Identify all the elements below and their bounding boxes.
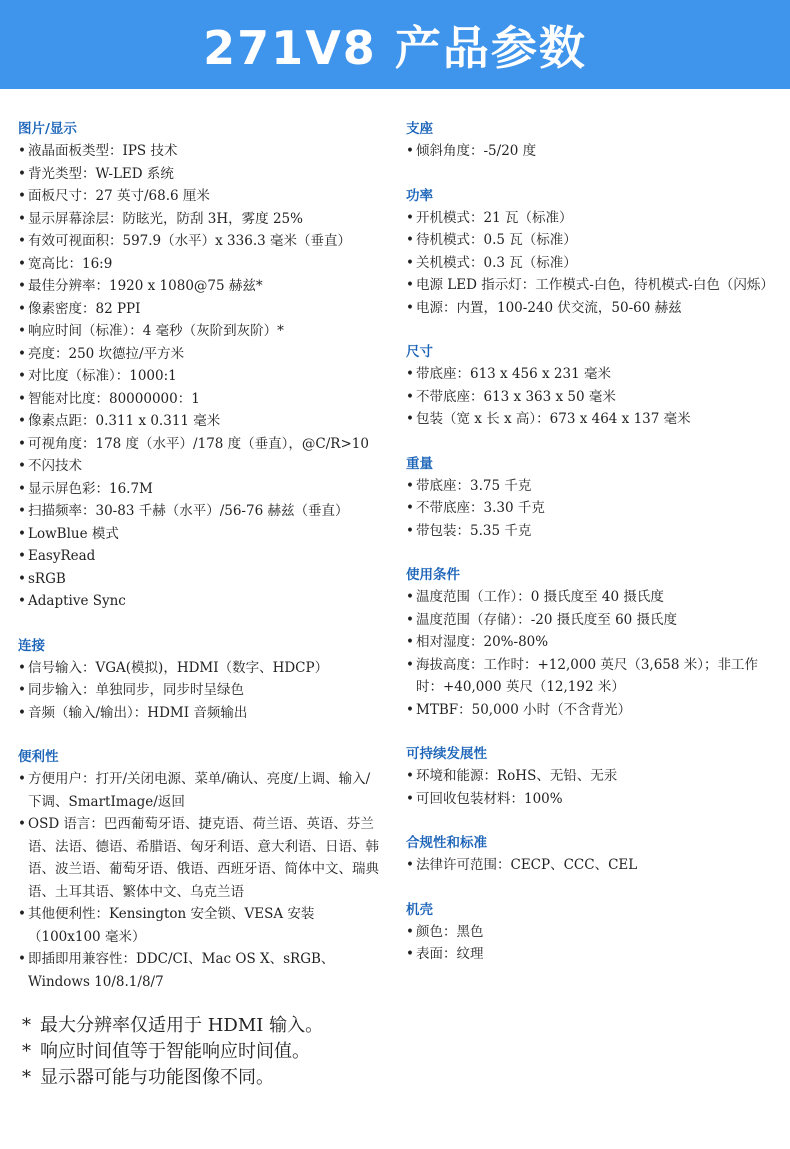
- spec-item: • 智能对比度：80000000：1: [18, 388, 380, 411]
- spec-item: • 有效可视面积：597.9（水平）x 336.3 毫米（垂直）: [18, 230, 380, 253]
- spec-item: • 信号输入：VGA(模拟)，HDMI（数字、HDCP）: [18, 657, 380, 680]
- spec-item: • 扫描频率：30-83 千赫（水平）/56-76 赫兹（垂直）: [18, 500, 380, 523]
- spec-item: • 像素密度：82 PPI: [18, 298, 380, 321]
- spec-item: • 带底座：3.75 千克: [406, 475, 772, 498]
- spec-list: [406, 765, 772, 810]
- spec-item: • 待机模式：0.5 瓦（标准）: [406, 229, 772, 252]
- spec-item: • 背光类型：W-LED 系统: [18, 163, 380, 186]
- spec-item: • 不闪技术: [18, 455, 380, 478]
- footnote: [22, 1039, 622, 1065]
- spec-item: • EasyRead: [18, 545, 380, 568]
- section-title: 机壳: [406, 901, 433, 918]
- spec-item: • 音频（输入/输出）：HDMI 音频输出: [18, 702, 380, 725]
- section-title: 便利性: [18, 749, 59, 765]
- page-title: 271V8 产品参数: [203, 20, 587, 75]
- spec-list: [18, 657, 380, 725]
- spec-item: • 其他便利性：Kensington 安全锁、VESA 安装（100x100 毫米）: [18, 903, 380, 948]
- spec-item: • 显示屏幕涂层：防眩光，防刮 3H，雾度 25%: [18, 208, 380, 231]
- spec-item: • 带包装：5.35 千克: [406, 520, 772, 543]
- spec-item: • LowBlue 模式: [18, 523, 380, 546]
- spec-section: [406, 453, 772, 543]
- spec-item: • sRGB: [18, 568, 380, 591]
- spec-item: • 表面：纹理: [406, 943, 772, 966]
- spec-section: [18, 635, 380, 725]
- spec-item: • 不带底座：3.30 千克: [406, 497, 772, 520]
- spec-item: • 液晶面板类型：IPS 技术: [18, 140, 380, 163]
- footnote-text: 最大分辨率仅适用于 HDMI 输入。: [40, 1015, 324, 1036]
- spec-item: • Adaptive Sync: [18, 590, 380, 613]
- spec-item: • 亮度：250 坎德拉/平方米: [18, 343, 380, 366]
- section-title: 可持续发展性: [406, 746, 487, 762]
- spec-list: [406, 854, 772, 877]
- spec-item: • 环境和能源：RoHS、无铅、无汞: [406, 765, 772, 788]
- footnote-text: 响应时间值等于智能响应时间值。: [40, 1041, 310, 1062]
- spec-item: • 宽高比：16:9: [18, 253, 380, 276]
- spec-list: [406, 140, 772, 163]
- spec-section: [406, 564, 772, 721]
- spec-list: [18, 768, 380, 993]
- spec-list: [18, 140, 380, 613]
- spec-item: • 温度范围（存储）：-20 摄氏度至 60 摄氏度: [406, 609, 772, 632]
- spec-item: • 方便用户：打开/关闭电源、菜单/确认、亮度/上调、输入/下调、SmartImage/返回: [18, 768, 380, 813]
- spec-list: [406, 475, 772, 543]
- spec-item: • 面板尺寸：27 英寸/68.6 厘米: [18, 185, 380, 208]
- spec-item: • 电源：内置，100-240 伏交流，50-60 赫兹: [406, 297, 772, 320]
- section-title: 功率: [406, 187, 433, 204]
- section-title: 支座: [406, 121, 433, 137]
- header-banner: [0, 0, 790, 89]
- spec-list: [406, 207, 772, 320]
- footnote-marker: *: [22, 1067, 31, 1088]
- footnote: [22, 1065, 622, 1091]
- spec-item: • 同步输入：单独同步，同步时呈绿色: [18, 679, 380, 702]
- spec-item: • 对比度（标准）：1000:1: [18, 365, 380, 388]
- left-column: [18, 118, 380, 1015]
- spec-list: [406, 921, 772, 966]
- section-title: 重量: [406, 455, 433, 472]
- spec-item: • 海拔高度：工作时：+12,000 英尺（3,658 米）；非工作时：+40,000 英尺（12,192 米）: [406, 654, 772, 699]
- spec-item: • 电源 LED 指示灯：工作模式-白色，待机模式-白色（闪烁）: [406, 274, 772, 297]
- footnotes: [22, 1013, 622, 1091]
- spec-list: [406, 586, 772, 721]
- spec-item: • MTBF：50,000 小时（不含背光）: [406, 699, 772, 722]
- spec-item: • 温度范围（工作）：0 摄氏度至 40 摄氏度: [406, 586, 772, 609]
- section-title: 连接: [18, 637, 45, 654]
- spec-section: [406, 743, 772, 810]
- section-title: 合规性和标准: [406, 835, 487, 851]
- spec-item: • 包装（宽 x 长 x 高）：673 x 464 x 137 毫米: [406, 408, 772, 431]
- spec-item: • 倾斜角度：-5/20 度: [406, 140, 772, 163]
- footnote: [22, 1013, 622, 1039]
- spec-section: [406, 185, 772, 320]
- right-column: [406, 118, 772, 988]
- spec-item: • OSD 语言：巴西葡萄牙语、捷克语、荷兰语、英语、芬兰语、法语、德语、希腊语、匈牙利语、意大利语、日语、韩语、波兰语、葡萄牙语、俄语、西班牙语、简体中文、瑞典语、土耳其语、繁体中文、乌克兰语: [18, 813, 380, 903]
- spec-item: • 关机模式：0.3 瓦（标准）: [406, 252, 772, 275]
- spec-item: • 显示屏色彩：16.7M: [18, 478, 380, 501]
- spec-section: [18, 118, 380, 613]
- spec-item: • 开机模式：21 瓦（标准）: [406, 207, 772, 230]
- spec-list: [406, 363, 772, 431]
- footnote-marker: *: [22, 1041, 31, 1062]
- footnote-marker: *: [22, 1015, 31, 1036]
- spec-item: • 带底座：613 x 456 x 231 毫米: [406, 363, 772, 386]
- spec-item: • 即插即用兼容性：DDC/CI、Mac OS X、sRGB、Windows 10/8.1/8/7: [18, 948, 380, 993]
- spec-item: • 可回收包装材料：100%: [406, 788, 772, 811]
- spec-item: • 可视角度：178 度（水平）/178 度（垂直），@C/R>10: [18, 433, 380, 456]
- spec-section: [406, 832, 772, 877]
- section-title: 尺寸: [406, 344, 433, 360]
- spec-item: • 法律许可范围：CECP、CCC、CEL: [406, 854, 772, 877]
- spec-section: [406, 899, 772, 966]
- spec-section: [406, 341, 772, 431]
- footnote-text: 显示器可能与功能图像不同。: [40, 1067, 274, 1088]
- section-title: 图片/显示: [18, 121, 77, 137]
- spec-item: • 最佳分辨率：1920 x 1080@75 赫兹*: [18, 275, 380, 298]
- section-title: 使用条件: [406, 567, 460, 583]
- spec-item: • 相对湿度：20%-80%: [406, 631, 772, 654]
- spec-section: [18, 746, 380, 993]
- spec-item: • 不带底座：613 x 363 x 50 毫米: [406, 386, 772, 409]
- spec-item: • 像素点距：0.311 x 0.311 毫米: [18, 410, 380, 433]
- spec-item: • 响应时间（标准）：4 毫秒（灰阶到灰阶）*: [18, 320, 380, 343]
- spec-item: • 颜色：黑色: [406, 921, 772, 944]
- spec-section: [406, 118, 772, 163]
